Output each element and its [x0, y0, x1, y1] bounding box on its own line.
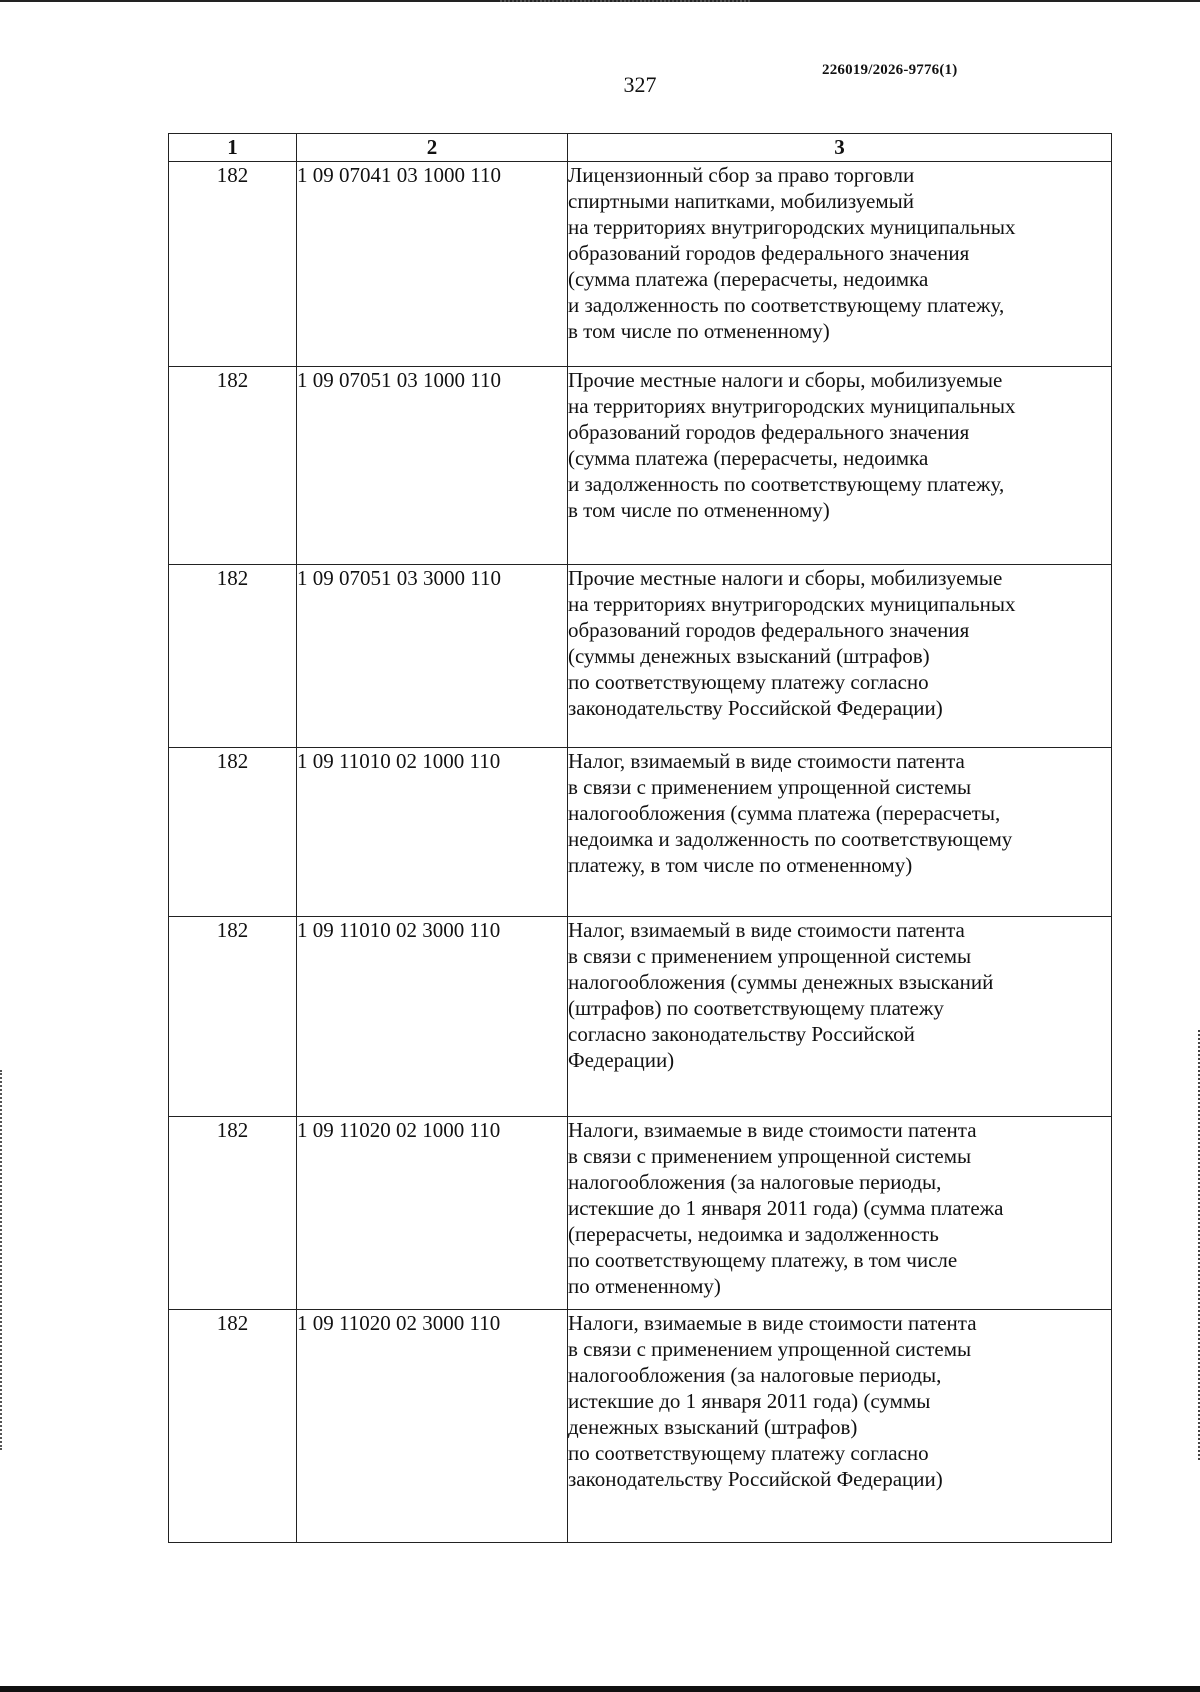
description-line: образований городов федерального значения — [568, 241, 970, 265]
description-line: по соответствующему платежу согласно — [568, 1441, 929, 1465]
document-id: 226019/2026-9776(1) — [822, 62, 958, 78]
description-line: недоимка и задолженность по соответствующему — [568, 827, 1013, 851]
table-row — [169, 1310, 1112, 1543]
description-line: (сумма платежа (перерасчеты, недоимка — [568, 446, 929, 470]
description-line: в том числе по отмененному) — [568, 319, 830, 343]
scan-top-artifact — [500, 0, 750, 5]
description-line: Прочие местные налоги и сборы, мобилизуемые — [568, 566, 1003, 590]
description-line: истекшие до 1 января 2011 года) (сумма платежа — [568, 1196, 1004, 1220]
description-line: (штрафов) по соответствующему платежу — [568, 996, 944, 1020]
description-cell — [568, 565, 1112, 748]
budget-codes-table — [168, 133, 1112, 1543]
description-line: образований городов федерального значения — [568, 618, 970, 642]
admin-code-cell: 182 — [169, 565, 297, 748]
description-line: Налоги, взимаемые в виде стоимости патента — [568, 1311, 977, 1335]
description-line: налогообложения (сумма платежа (перерасчеты, — [568, 801, 1001, 825]
description-cell — [568, 1117, 1112, 1310]
description-line: по соответствующему платежу, в том числе — [568, 1248, 958, 1272]
description-line: налогообложения (за налоговые периоды, — [568, 1363, 942, 1387]
description-line: Налог, взимаемый в виде стоимости патента — [568, 918, 965, 942]
description-line: в том числе по отмененному) — [568, 498, 830, 522]
header-col-1: 1 — [169, 134, 297, 162]
description-line: по отмененному) — [568, 1274, 721, 1298]
description-line: в связи с применением упрощенной системы — [568, 1144, 972, 1168]
description-line: на территориях внутригородских муниципальных — [568, 394, 1016, 418]
classification-code-cell: 1 09 11020 02 1000 110 — [297, 1117, 568, 1310]
description-line: налогообложения (за налоговые периоды, — [568, 1170, 942, 1194]
description-cell — [568, 162, 1112, 367]
description-line: и задолженность по соответствующему платежу, — [568, 472, 1005, 496]
admin-code-cell: 182 — [169, 162, 297, 367]
description-line: и задолженность по соответствующему платежу, — [568, 293, 1005, 317]
scan-left-edge — [0, 1070, 5, 1450]
description-line: спиртными напитками, мобилизуемый — [568, 189, 914, 213]
table-row — [169, 1117, 1112, 1310]
description-line: Федерации) — [568, 1048, 675, 1072]
description-line: денежных взысканий (штрафов) — [568, 1415, 858, 1439]
description-line: истекшие до 1 января 2011 года) (суммы — [568, 1389, 931, 1413]
description-line: в связи с применением упрощенной системы — [568, 775, 972, 799]
description-line: по соответствующему платежу согласно — [568, 670, 929, 694]
description-cell — [568, 367, 1112, 565]
header-col-3: 3 — [568, 134, 1112, 162]
classification-code-cell: 1 09 11020 02 3000 110 — [297, 1310, 568, 1543]
table-row — [169, 748, 1112, 917]
scan-right-edge — [1195, 1030, 1200, 1460]
description-line: законодательству Российской Федерации) — [568, 696, 943, 720]
description-line: законодательству Российской Федерации) — [568, 1467, 943, 1491]
description-line: в связи с применением упрощенной системы — [568, 1337, 972, 1361]
description-line: на территориях внутригородских муниципальных — [568, 592, 1016, 616]
description-line: (суммы денежных взысканий (штрафов) — [568, 644, 930, 668]
admin-code-cell: 182 — [169, 1310, 297, 1543]
admin-code-cell: 182 — [169, 748, 297, 917]
description-line: Прочие местные налоги и сборы, мобилизуемые — [568, 368, 1003, 392]
table-header-row — [169, 134, 1112, 162]
header-col-2: 2 — [297, 134, 568, 162]
description-line: в связи с применением упрощенной системы — [568, 944, 972, 968]
page-number: 327 — [623, 72, 657, 97]
description-line: платежу, в том числе по отмененному) — [568, 853, 913, 877]
classification-code-cell: 1 09 07051 03 3000 110 — [297, 565, 568, 748]
table-row — [169, 367, 1112, 565]
admin-code-cell: 182 — [169, 367, 297, 565]
classification-code-cell: 1 09 11010 02 3000 110 — [297, 917, 568, 1117]
admin-code-cell: 182 — [169, 917, 297, 1117]
description-line: Налоги, взимаемые в виде стоимости патента — [568, 1118, 977, 1142]
description-line: согласно законодательству Российской — [568, 1022, 915, 1046]
description-line: на территориях внутригородских муниципальных — [568, 215, 1016, 239]
table-row — [169, 917, 1112, 1117]
description-line: Налог, взимаемый в виде стоимости патента — [568, 749, 965, 773]
description-line: налогообложения (суммы денежных взысканий — [568, 970, 994, 994]
description-line: (сумма платежа (перерасчеты, недоимка — [568, 267, 929, 291]
description-line: образований городов федерального значения — [568, 420, 970, 444]
classification-code-cell: 1 09 07041 03 1000 110 — [297, 162, 568, 367]
table-row — [169, 565, 1112, 748]
table-row — [169, 162, 1112, 367]
classification-code-cell: 1 09 11010 02 1000 110 — [297, 748, 568, 917]
description-line: (перерасчеты, недоимка и задолженность — [568, 1222, 939, 1246]
description-cell — [568, 917, 1112, 1117]
scan-bottom-edge — [0, 1686, 1200, 1692]
description-cell — [568, 748, 1112, 917]
description-line: Лицензионный сбор за право торговли — [568, 163, 915, 187]
description-cell — [568, 1310, 1112, 1543]
admin-code-cell: 182 — [169, 1117, 297, 1310]
classification-code-cell: 1 09 07051 03 1000 110 — [297, 367, 568, 565]
